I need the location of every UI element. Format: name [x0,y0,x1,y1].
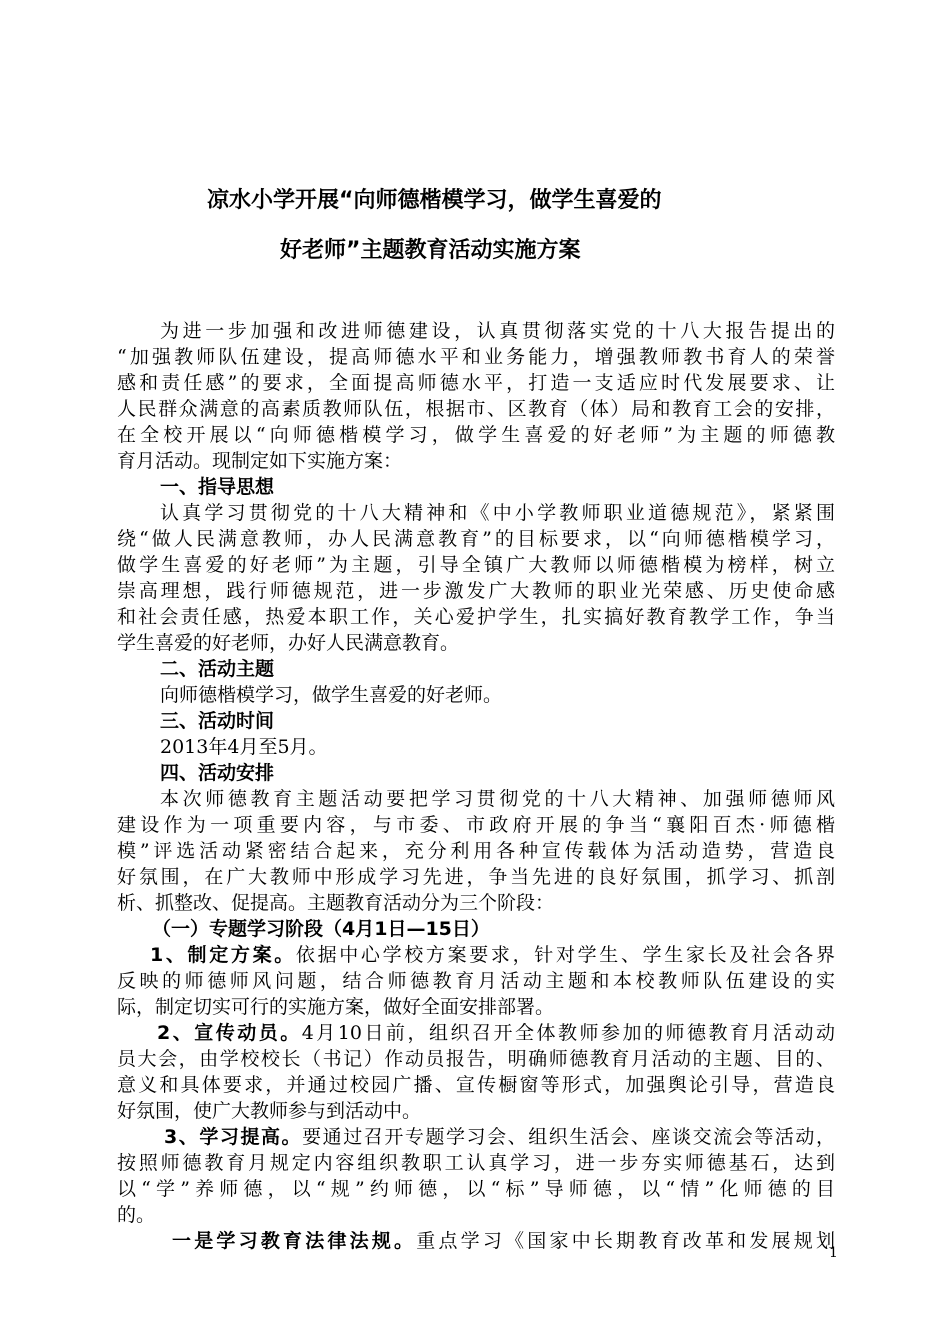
phase-heading: （一）专题学习阶段（4月1日—15日） [152,918,490,940]
item-line [117,942,835,968]
page-number: 1 [829,1245,838,1261]
section-heading-guiding-ideology: 一、指导思想 [160,476,275,498]
paragraph-line: 做学生喜爱的好老师”为主题，引导全镇广大教师以师德楷模为榜样，树立 [117,554,835,576]
intro-line: 在全校开展以“向师德楷模学习，做学生喜爱的好老师”为主题的师德教 [117,424,835,446]
paragraph-line: 好氛围，在广大教师中形成学习先进，争当先进的良好氛围，抓学习、抓剖 [117,866,835,888]
paragraph-line: 建设作为一项重要内容，与市委、市政府开展的争当“襄阳百杰·师德楷 [117,814,835,836]
item-label: 一是学习教育法律法规。 [172,1230,417,1252]
paragraph-line: 好氛围，使广大教师参与到活动中。 [117,1100,422,1122]
section-heading-activity-arrangement: 四、活动安排 [160,762,275,784]
paragraph-line: 和社会责任感，热爱本职工作，关心爱护学生，扎实搞好教育教学工作，争当 [117,606,835,628]
item-line [117,1020,835,1046]
item-text: 依据中心学校方案要求，针对学生、学生家长及社会各界 [295,944,835,966]
section-heading-activity-theme: 二、活动主题 [160,658,275,680]
paragraph-line: 绕“做人民满意教师，办人民满意教育”的目标要求，以“向师德楷模学习， [117,528,835,550]
paragraph-line: 模”评选活动紧密结合起来，充分利用各种宣传载体为活动造势，营造良 [117,840,835,862]
paragraph-line: 反映的师德师风问题，结合师德教育月活动主题和本校教师队伍建设的实 [117,970,835,992]
intro-line: 人民群众满意的高素质教师队伍，根据市、区教育（体）局和教育工会的安排， [117,398,835,420]
paragraph-line: 以“学”养师德，以“规”约师德，以“标”导师德，以“情”化师德的目 [117,1178,835,1200]
paragraph-line: 按照师德教育月规定内容组织教职工认真学习，进一步夯实师德基石，达到 [117,1152,835,1174]
paragraph-line: 向师德楷模学习，做学生喜爱的好老师。 [160,684,503,706]
paragraph-line: 2013年4月至5月。 [160,736,328,758]
paragraph-line: 的。 [117,1204,156,1226]
paragraph-line: 析、抓整改、促提高。主题教育活动分为三个阶段： [117,892,555,914]
paragraph-line: 认真学习贯彻党的十八大精神和《中小学教师职业道德规范》，紧紧围 [160,502,835,524]
item-line [117,1228,835,1254]
item-text: 要通过召开专题学习会、组织生活会、座谈交流会等活动， [302,1126,835,1148]
intro-line: 育月活动。现制定如下实施方案： [117,450,403,472]
item-text: 4月10日前，组织召开全体教师参加的师德教育月活动动 [301,1022,835,1044]
paragraph-line: 员大会，由学校校长（书记）作动员报告，明确师德教育月活动的主题、目的、 [117,1048,835,1070]
intro-line: 为进一步加强和改进师德建设，认真贯彻落实党的十八大报告提出的 [160,320,835,342]
paragraph-line: 际，制定切实可行的实施方案，做好全面安排部署。 [117,996,555,1018]
intro-line: “加强教师队伍建设，提高师德水平和业务能力，增强教师教书育人的荣誉 [117,346,835,368]
paragraph-line: 崇高理想，践行师德规范，进一步激发广大教师的职业光荣感、历史使命感 [117,580,835,602]
document-title-line-1: 凉水小学开展“向师德楷模学习，做学生喜爱的 [207,188,662,213]
item-line [117,1124,835,1150]
item-label: 1、制定方案。 [150,944,296,966]
paragraph-line: 本次师德教育主题活动要把学习贯彻党的十八大精神、加强师德师风 [160,788,835,810]
paragraph-line: 意义和具体要求，并通过校园广播、宣传橱窗等形式，加强舆论引导，营造良 [117,1074,835,1096]
document-title-line-2: 好老师”主题教育活动实施方案 [280,238,581,263]
item-text: 重点学习《国家中长期教育改革和发展规划 [416,1230,835,1252]
section-heading-activity-time: 三、活动时间 [160,710,275,732]
item-label: 2、宣传动员。 [157,1022,302,1044]
item-label: 3、学习提高。 [164,1126,303,1148]
intro-line: 感和责任感”的要求，全面提高师德水平，打造一支适应时代发展要求、让 [117,372,835,394]
paragraph-line: 学生喜爱的好老师，办好人民满意教育。 [117,632,460,654]
